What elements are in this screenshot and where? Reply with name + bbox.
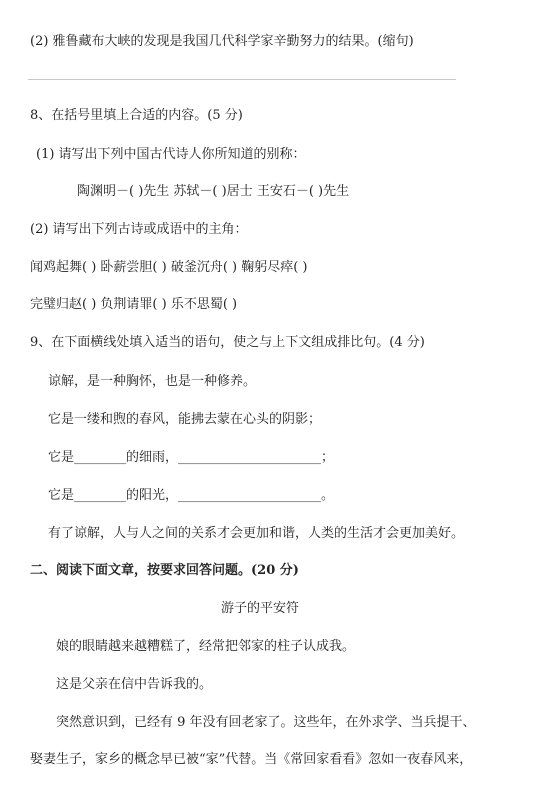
question-8-2-row-2: 完璧归赵( ) 负荆请罪( ) 乐不思蜀( ) bbox=[30, 297, 238, 312]
article-paragraph-1: 娘的眼睛越来越糟糕了，经常把邻家的柱子认成我。 bbox=[56, 639, 356, 654]
article-paragraph-3-line-1: 突然意识到，已经有 9 年没有回老家了。这些年，在外求学、当兵提干、 bbox=[56, 715, 476, 730]
question-8-1-prompt: (1) 请写出下列中国古代诗人你所知道的别称： bbox=[36, 147, 306, 162]
question-9-line-4: 它是________的阳光，______________________。 bbox=[48, 488, 335, 503]
question-9-line-5: 有了谅解，人与人之间的关系才会更加和谐，人类的生活才会更加美好。 bbox=[48, 526, 465, 541]
question-8-1-items: 陶渊明－( )先生 苏轼－( )居士 王安石－( )先生 bbox=[77, 184, 350, 199]
article-paragraph-2: 这是父亲在信中告诉我的。 bbox=[56, 677, 213, 692]
article-paragraph-3-line-2: 娶妻生子，家乡的概念早已被“家”代替。当《常回家看看》忽如一夜春风来， bbox=[30, 752, 473, 767]
question-7-2-text: (2) 雅鲁藏布大峡的发现是我国几代科学家辛勤努力的结果。(缩句) bbox=[30, 34, 414, 49]
question-8-heading: 8、在括号里填上合适的内容。(5 分) bbox=[30, 108, 243, 123]
question-9-heading: 9、在下面横线处填入适当的语句，使之与上下文组成排比句。(4 分) bbox=[30, 335, 425, 350]
question-9-line-2: 它是一缕和煦的春风，能拂去蒙在心头的阴影； bbox=[48, 412, 322, 427]
question-8-2-prompt: (2) 请写出下列古诗或成语中的主角： bbox=[30, 222, 248, 237]
question-9-line-1: 谅解，是一种胸怀，也是一种修养。 bbox=[48, 374, 257, 389]
section-2-heading: 二、阅读下面文章，按要求回答问题。(20 分) bbox=[30, 563, 299, 578]
answer-line bbox=[28, 79, 456, 80]
question-8-2-row-1: 闻鸡起舞( ) 卧薪尝胆( ) 破釜沉舟( ) 鞠躬尽瘁( ) bbox=[30, 260, 308, 275]
article-title: 游子的平安符 bbox=[221, 601, 300, 616]
question-9-line-3: 它是________的细雨，______________________； bbox=[48, 450, 335, 465]
